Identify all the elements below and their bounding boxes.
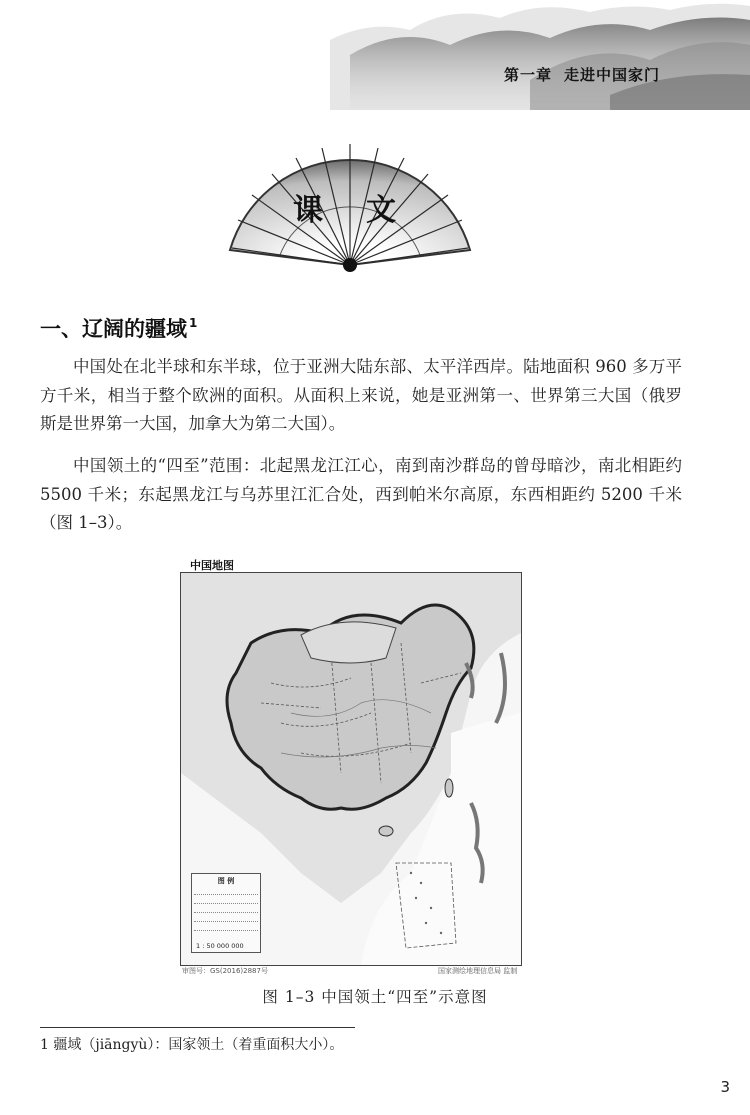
map-legend (191, 873, 261, 953)
legend-row (194, 888, 258, 895)
map-approval-number: 审图号：GS(2016)2887号 (182, 967, 268, 975)
section-title (40, 313, 197, 343)
ink-mountain-decoration (330, 0, 750, 110)
legend-row (194, 924, 258, 931)
map-title: 中国地图 (190, 559, 234, 572)
fan-char-ke: 课 (293, 193, 323, 228)
map-publisher: 国家测绘地理信息局 监制 (438, 967, 518, 975)
chapter-number: 第一章 (503, 66, 552, 84)
footnote-divider (40, 1027, 355, 1028)
section-title-text: 一、辽阔的疆域 (40, 317, 187, 341)
page-number: 3 (720, 1078, 730, 1096)
legend-row (194, 906, 258, 913)
map-scale: 1 : 50 000 000 (196, 942, 244, 950)
paragraph-1: 中国处在北半球和东半球，位于亚洲大陆东部、太平洋西岸。陆地面积 960 多万平方千米，相当于整个欧洲的面积。从面积上来说，她是亚洲第一、世界第三大国（俄罗斯是世界第一大国，加拿大为第二大国）。 (40, 357, 682, 433)
chapter-header (504, 64, 660, 85)
paragraph-2: 中国领土的“四至”范围：北起黑龙江江心，南到南沙群岛的曾母暗沙，南北相距约 5500 千米；东起黑龙江与乌苏里江汇合处，西到帕米尔高原，东西相距约 5200 千米（图 1–3）。 (40, 456, 682, 532)
legend-row (194, 897, 258, 904)
fan-banner-illustration (220, 140, 480, 280)
fan-char-wen: 文 (366, 193, 396, 228)
china-map-figure (180, 572, 522, 966)
legend-title: 图 例 (217, 877, 235, 885)
figure-caption: 图 1–3 中国领土“四至”示意图 (262, 988, 488, 1006)
footnote-reference[interactable]: 1 (189, 316, 198, 330)
chapter-title: 走进中国家门 (563, 66, 660, 84)
footnote: 1 疆域（jiāngyù）：国家领土（着重面积大小）。 (40, 1037, 344, 1053)
legend-row (194, 915, 258, 922)
